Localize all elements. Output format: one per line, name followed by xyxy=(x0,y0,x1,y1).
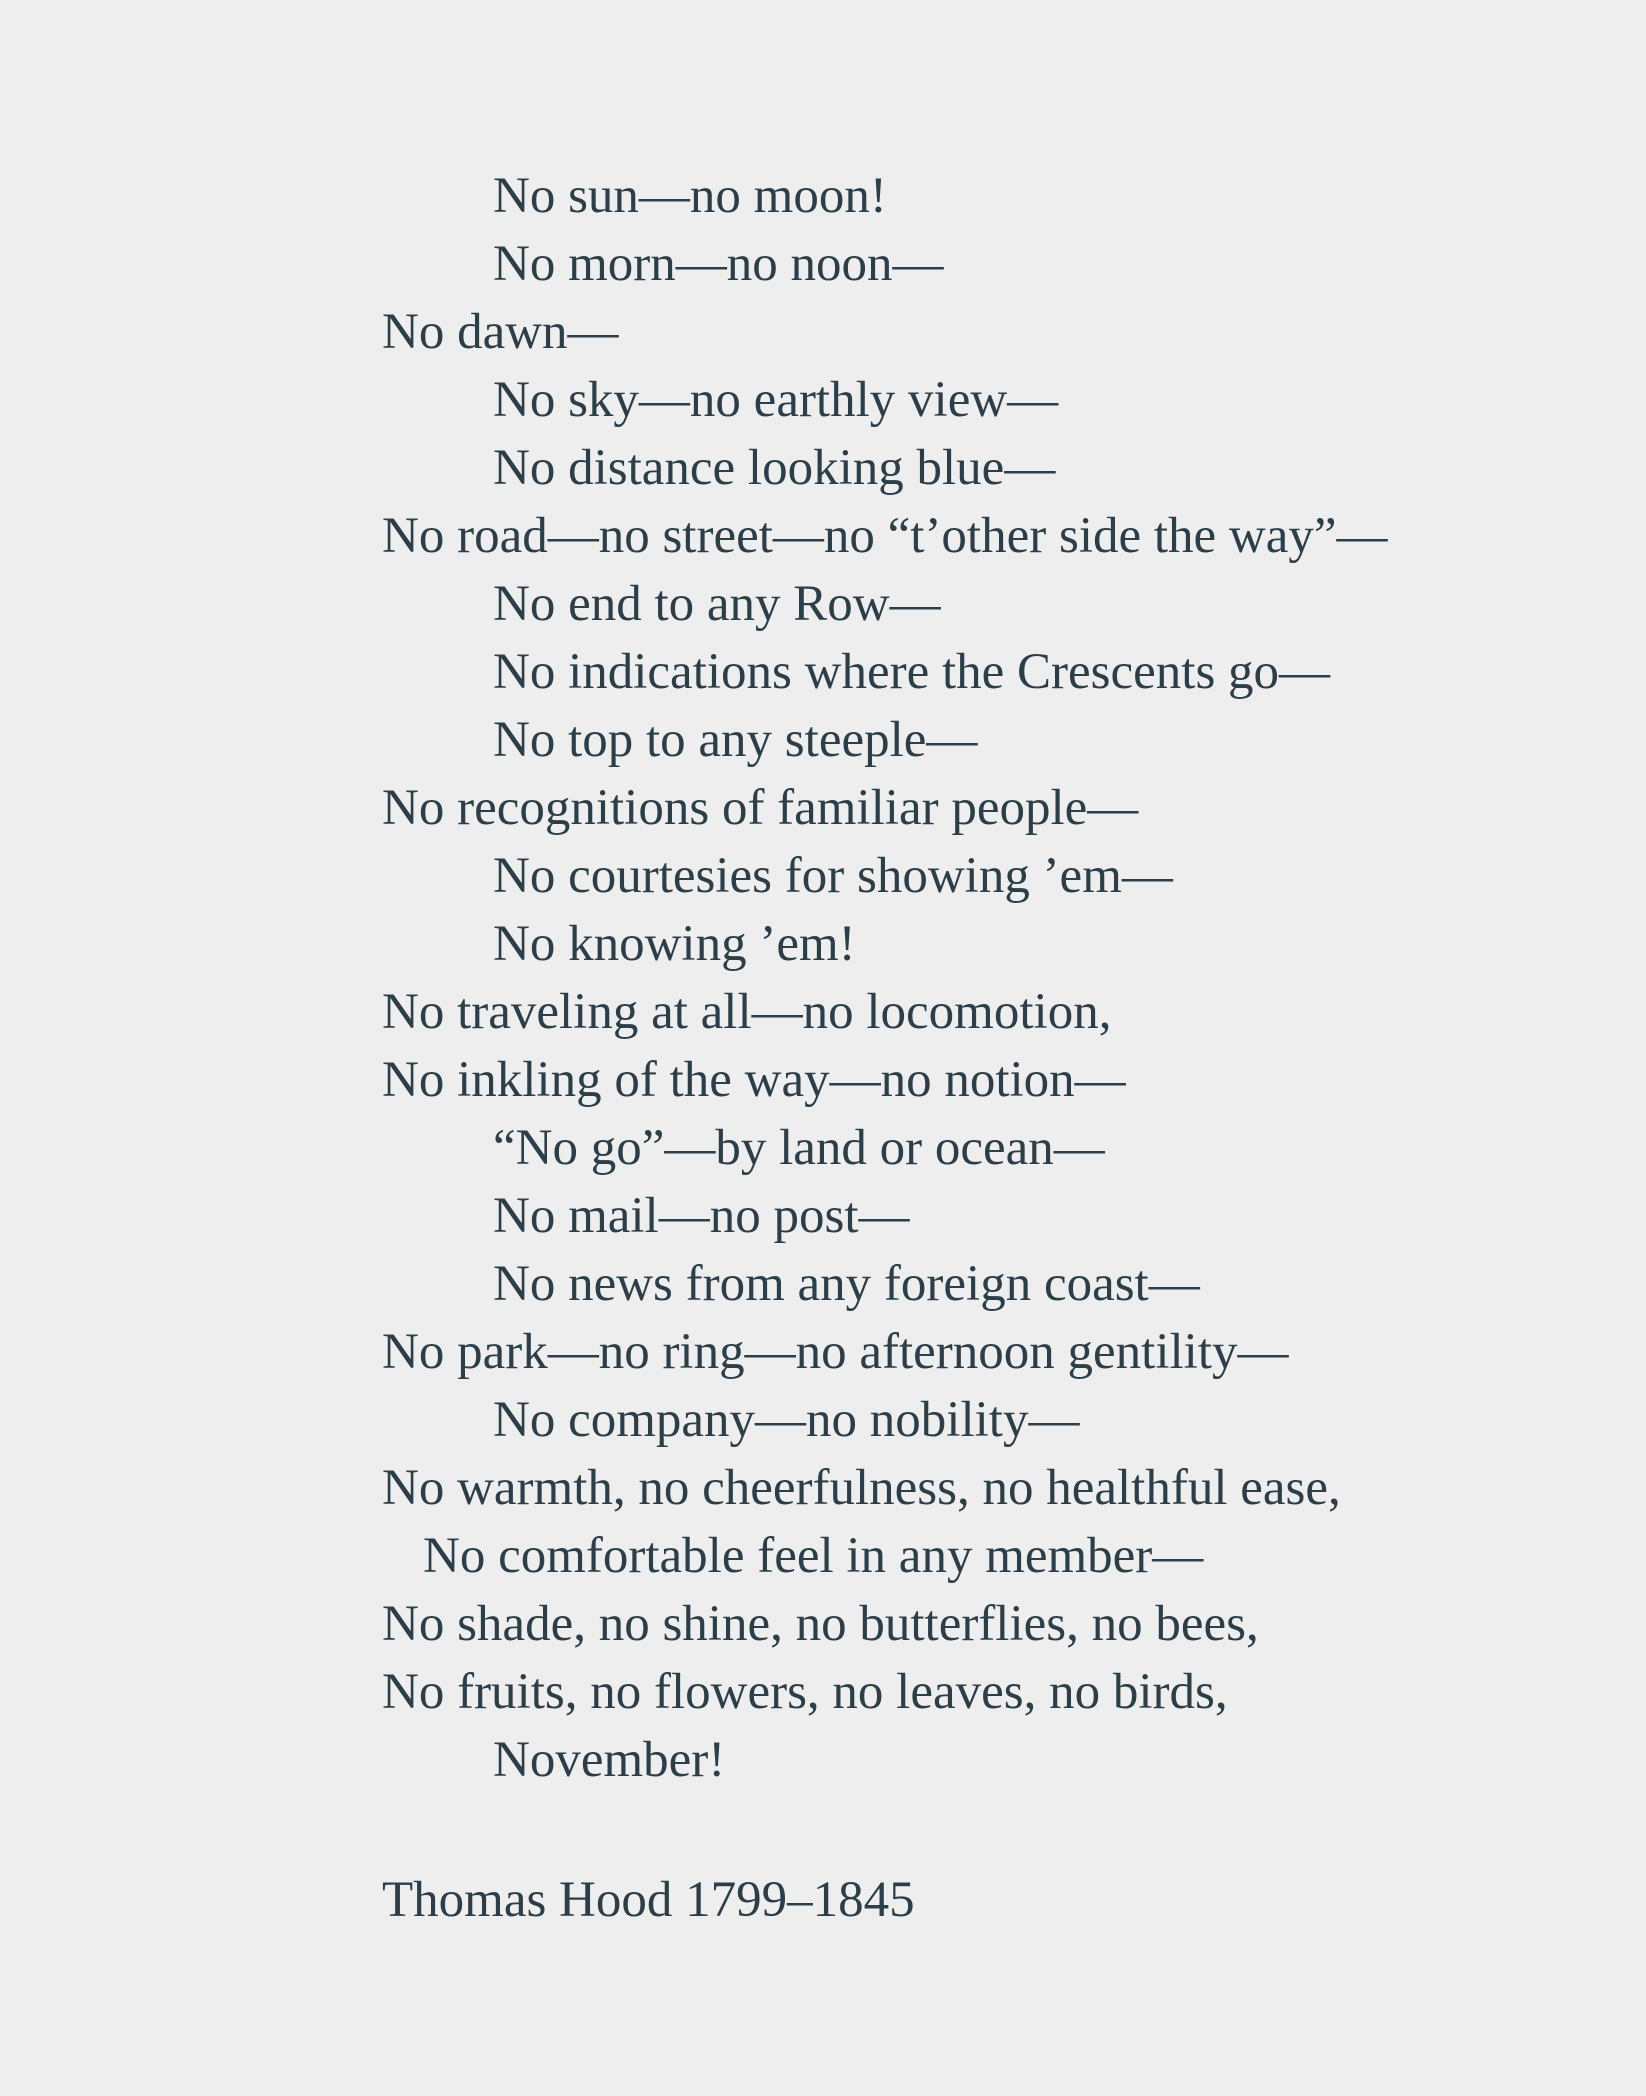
poem-line: No warmth, no cheerfulness, no healthful ease, xyxy=(382,1460,1341,1516)
poem-line: No end to any Row— xyxy=(493,576,941,632)
poem-line: No traveling at all—no locomotion, xyxy=(382,984,1112,1040)
poem-line: No knowing ’em! xyxy=(493,916,856,972)
poem-line: No news from any foreign coast— xyxy=(493,1256,1200,1312)
poem-line: No recognitions of familiar people— xyxy=(382,780,1139,836)
poem-line: No sun—no moon! xyxy=(493,168,887,224)
poem-line: No park—no ring—no afternoon gentility— xyxy=(382,1324,1289,1380)
poem-line: No distance looking blue— xyxy=(493,440,1056,496)
poem-line: No dawn— xyxy=(382,304,619,360)
poem-line: No sky—no earthly view— xyxy=(493,372,1059,428)
poem-line: No shade, no shine, no butterflies, no bees, xyxy=(382,1596,1259,1652)
poem-line: No top to any steeple— xyxy=(493,712,978,768)
poem-line: No road—no street—no “t’other side the way”— xyxy=(382,508,1388,564)
poem-line: No courtesies for showing ’em— xyxy=(493,848,1173,904)
poem-line: November! xyxy=(493,1732,726,1788)
poem-line: No morn—no noon— xyxy=(493,236,944,292)
poem-line: No inkling of the way—no notion— xyxy=(382,1052,1126,1108)
poem-body xyxy=(382,162,1388,1794)
poem-line: No comfortable feel in any member— xyxy=(423,1528,1204,1584)
poem-line: “No go”—by land or ocean— xyxy=(493,1120,1105,1176)
poem-line: No mail—no post— xyxy=(493,1188,910,1244)
poem-line: No company—no nobility— xyxy=(493,1392,1080,1448)
poem-author: Thomas Hood 1799–1845 xyxy=(382,1872,915,1928)
poem-line: No indications where the Crescents go— xyxy=(493,644,1331,700)
poem-line: No fruits, no flowers, no leaves, no birds, xyxy=(382,1664,1228,1720)
